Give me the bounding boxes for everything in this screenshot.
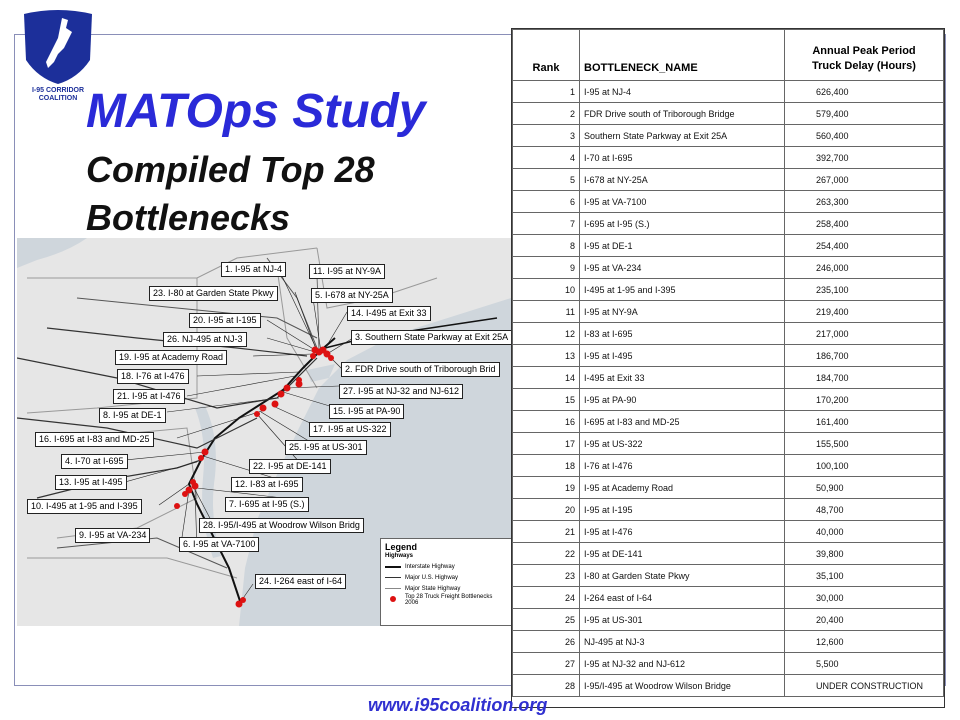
- name-cell: I-95 at DE-141: [580, 543, 785, 565]
- table-row: [513, 279, 944, 301]
- name-cell: I-95 at VA-234: [580, 257, 785, 279]
- rank-cell: 18: [513, 455, 580, 477]
- callout-rank-27: 27. I-95 at NJ-32 and NJ-612: [339, 384, 463, 399]
- slide-subtitle: Compiled Top 28 Bottlenecks: [86, 149, 375, 238]
- table-header-row: [513, 30, 944, 81]
- map-legend: [380, 538, 511, 626]
- table-row: [513, 477, 944, 499]
- callout-rank-2: 2. FDR Drive south of Triborough Brid: [341, 362, 500, 377]
- callout-rank-12: 12. I-83 at I-695: [231, 477, 303, 492]
- delay-cell: 184,700: [785, 367, 944, 389]
- name-cell: Southern State Parkway at Exit 25A: [580, 125, 785, 147]
- name-cell: I-95 at DE-1: [580, 235, 785, 257]
- name-cell: I-95/I-495 at Woodrow Wilson Bridge: [580, 675, 785, 697]
- svg-text:I-95 CORRIDOR: I-95 CORRIDOR: [31, 87, 85, 94]
- rank-cell: 24: [513, 587, 580, 609]
- rank-cell: 6: [513, 191, 580, 213]
- red-dot-icon: [385, 596, 401, 604]
- name-cell: I-95 at Academy Road: [580, 477, 785, 499]
- name-cell: I-678 at NY-25A: [580, 169, 785, 191]
- table-row: [513, 125, 944, 147]
- bottleneck-table: [512, 29, 944, 697]
- legend-item-state-highway: Major State Highway: [381, 583, 511, 594]
- table-row: [513, 389, 944, 411]
- name-cell: I-95 at US-301: [580, 609, 785, 631]
- delay-cell: 35,100: [785, 565, 944, 587]
- table-row: [513, 411, 944, 433]
- us-highway-line-icon: [385, 577, 401, 578]
- name-cell: I-495 at 1-95 and I-395: [580, 279, 785, 301]
- rank-cell: 16: [513, 411, 580, 433]
- name-cell: I-80 at Garden State Pkwy: [580, 565, 785, 587]
- name-cell: I-695 at I-95 (S.): [580, 213, 785, 235]
- delay-cell: 39,800: [785, 543, 944, 565]
- name-cell: I-264 east of I-64: [580, 587, 785, 609]
- table-row: [513, 235, 944, 257]
- delay-cell: 246,000: [785, 257, 944, 279]
- rank-cell: 23: [513, 565, 580, 587]
- name-cell: I-495 at Exit 33: [580, 367, 785, 389]
- rank-cell: 14: [513, 367, 580, 389]
- table-row: [513, 587, 944, 609]
- state-highway-line-icon: [385, 588, 401, 589]
- name-cell: I-95 at VA-7100: [580, 191, 785, 213]
- delay-cell: 219,400: [785, 301, 944, 323]
- callout-rank-15: 15. I-95 at PA-90: [329, 404, 404, 419]
- name-cell: I-95 at I-476: [580, 521, 785, 543]
- rank-cell: 4: [513, 147, 580, 169]
- rank-cell: 27: [513, 653, 580, 675]
- table-row: [513, 521, 944, 543]
- delay-cell: 254,400: [785, 235, 944, 257]
- callout-rank-20: 20. I-95 at I-195: [189, 313, 261, 328]
- rank-cell: 2: [513, 103, 580, 125]
- table-row: [513, 103, 944, 125]
- table-body: [513, 81, 944, 697]
- callout-rank-4: 4. I-70 at I-695: [61, 454, 128, 469]
- delay-cell: 392,700: [785, 147, 944, 169]
- table-row: [513, 213, 944, 235]
- rank-cell: 17: [513, 433, 580, 455]
- table-row: [513, 147, 944, 169]
- delay-cell: 170,200: [785, 389, 944, 411]
- delay-cell: 217,000: [785, 323, 944, 345]
- callout-rank-24: 24. I-264 east of I-64: [255, 574, 346, 589]
- rank-cell: 28: [513, 675, 580, 697]
- name-cell: I-95 at I-195: [580, 499, 785, 521]
- delay-cell: 186,700: [785, 345, 944, 367]
- rank-cell: 25: [513, 609, 580, 631]
- delay-cell: 258,400: [785, 213, 944, 235]
- callout-rank-6: 6. I-95 at VA-7100: [179, 537, 259, 552]
- rank-cell: 19: [513, 477, 580, 499]
- delay-cell: UNDER CONSTRUCTION: [785, 675, 944, 697]
- name-cell: I-95 at US-322: [580, 433, 785, 455]
- table-row: [513, 565, 944, 587]
- delay-cell: 267,000: [785, 169, 944, 191]
- name-cell: I-695 at I-83 and MD-25: [580, 411, 785, 433]
- callout-rank-21: 21. I-95 at I-476: [113, 389, 185, 404]
- interstate-line-icon: [385, 566, 401, 568]
- name-cell: I-95 at PA-90: [580, 389, 785, 411]
- callout-rank-14: 14. I-495 at Exit 33: [347, 306, 431, 321]
- callout-rank-13: 13. I-95 at I-495: [55, 475, 127, 490]
- name-cell: I-95 at NY-9A: [580, 301, 785, 323]
- table-row: [513, 257, 944, 279]
- callout-rank-5: 5. I-678 at NY-25A: [311, 288, 393, 303]
- table-row: [513, 543, 944, 565]
- name-cell: I-76 at I-476: [580, 455, 785, 477]
- delay-cell: 626,400: [785, 81, 944, 103]
- rank-cell: 12: [513, 323, 580, 345]
- rank-cell: 21: [513, 521, 580, 543]
- callout-rank-11: 11. I-95 at NY-9A: [309, 264, 385, 279]
- legend-title: Legend: [385, 542, 418, 552]
- rank-cell: 20: [513, 499, 580, 521]
- header-bottleneck-name: BOTTLENECK_NAME: [580, 30, 785, 81]
- rank-cell: 3: [513, 125, 580, 147]
- callout-rank-1: 1. I-95 at NJ-4: [221, 262, 286, 277]
- rank-cell: 7: [513, 213, 580, 235]
- bottleneck-map: [17, 238, 511, 626]
- legend-subtitle: Highways: [385, 553, 414, 559]
- table-row: [513, 433, 944, 455]
- rank-cell: 10: [513, 279, 580, 301]
- table-row: [513, 367, 944, 389]
- slide-title: MATOps Study: [86, 85, 426, 138]
- name-cell: I-95 at NJ-32 and NJ-612: [580, 653, 785, 675]
- table-row: [513, 191, 944, 213]
- callout-rank-9: 9. I-95 at VA-234: [75, 528, 150, 543]
- delay-cell: 30,000: [785, 587, 944, 609]
- table-row: [513, 675, 944, 697]
- legend-item-interstate: Interstate Highway: [381, 561, 511, 572]
- name-cell: I-70 at I-695: [580, 147, 785, 169]
- header-rank: Rank: [513, 30, 580, 81]
- legend-item-bottleneck: Top 28 Truck Freight Bottlenecks 2006: [381, 594, 511, 605]
- callout-rank-23: 23. I-80 at Garden State Pkwy: [149, 286, 278, 301]
- name-cell: FDR Drive south of Triborough Bridge: [580, 103, 785, 125]
- callout-rank-28: 28. I-95/I-495 at Woodrow Wilson Bridg: [199, 518, 364, 533]
- delay-cell: 263,300: [785, 191, 944, 213]
- header-truck-delay: Annual Peak Period Truck Delay (Hours): [785, 30, 944, 81]
- callout-rank-17: 17. I-95 at US-322: [309, 422, 391, 437]
- callout-rank-25: 25. I-95 at US-301: [285, 440, 367, 455]
- delay-cell: 12,600: [785, 631, 944, 653]
- table-row: [513, 301, 944, 323]
- rank-cell: 26: [513, 631, 580, 653]
- rank-cell: 5: [513, 169, 580, 191]
- delay-cell: 5,500: [785, 653, 944, 675]
- table-row: [513, 169, 944, 191]
- svg-text:COALITION: COALITION: [38, 95, 78, 102]
- callout-rank-22: 22. I-95 at DE-141: [249, 459, 331, 474]
- callout-rank-8: 8. I-95 at DE-1: [99, 408, 166, 423]
- rank-cell: 1: [513, 81, 580, 103]
- delay-cell: 579,400: [785, 103, 944, 125]
- delay-cell: 155,500: [785, 433, 944, 455]
- legend-item-us-highway: Major U.S. Highway: [381, 572, 511, 583]
- table-row: [513, 81, 944, 103]
- delay-cell: 20,400: [785, 609, 944, 631]
- table-row: [513, 653, 944, 675]
- delay-cell: 50,900: [785, 477, 944, 499]
- rank-cell: 11: [513, 301, 580, 323]
- delay-cell: 48,700: [785, 499, 944, 521]
- delay-cell: 235,100: [785, 279, 944, 301]
- rank-cell: 8: [513, 235, 580, 257]
- callout-rank-18: 18. I-76 at I-476: [117, 369, 189, 384]
- table-row: [513, 345, 944, 367]
- callout-rank-16: 16. I-695 at I-83 and MD-25: [35, 432, 154, 447]
- table-row: [513, 455, 944, 477]
- table-row: [513, 631, 944, 653]
- callout-rank-3: 3. Southern State Parkway at Exit 25A: [351, 330, 511, 345]
- rank-cell: 15: [513, 389, 580, 411]
- table-row: [513, 323, 944, 345]
- footer-url[interactable]: www.i95coalition.org: [368, 695, 548, 715]
- callout-rank-7: 7. I-695 at I-95 (S.): [225, 497, 309, 512]
- table-row: [513, 499, 944, 521]
- delay-cell: 40,000: [785, 521, 944, 543]
- name-cell: I-83 at I-695: [580, 323, 785, 345]
- delay-cell: 161,400: [785, 411, 944, 433]
- callout-rank-26: 26. NJ-495 at NJ-3: [163, 332, 247, 347]
- bottleneck-table-container: [511, 28, 945, 708]
- rank-cell: 9: [513, 257, 580, 279]
- callout-rank-19: 19. I-95 at Academy Road: [115, 350, 227, 365]
- delay-cell: 100,100: [785, 455, 944, 477]
- name-cell: I-95 at NJ-4: [580, 81, 785, 103]
- name-cell: NJ-495 at NJ-3: [580, 631, 785, 653]
- rank-cell: 22: [513, 543, 580, 565]
- rank-cell: 13: [513, 345, 580, 367]
- table-row: [513, 609, 944, 631]
- callout-rank-10: 10. I-495 at 1-95 and I-395: [27, 499, 142, 514]
- delay-cell: 560,400: [785, 125, 944, 147]
- name-cell: I-95 at I-495: [580, 345, 785, 367]
